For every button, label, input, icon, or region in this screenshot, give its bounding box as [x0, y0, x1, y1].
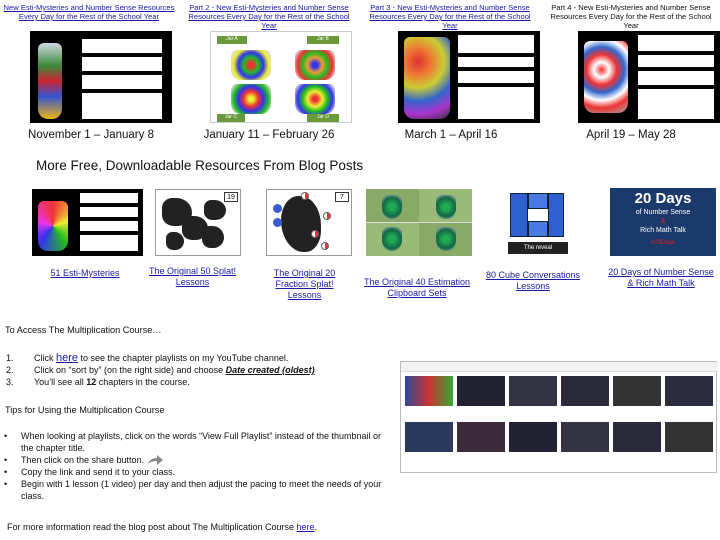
tip-2-text: Then click on the share button. — [21, 455, 145, 465]
resource-label-twenty-days[interactable]: 20 Days of Number Sense & Rich Math Talk — [608, 267, 714, 288]
twenty-days-title: 20 Days — [634, 190, 692, 207]
more-resources-heading: More Free, Downloadable Resources From Blog Posts — [36, 158, 364, 173]
tip-3-text: Copy the link and send it to your class. — [21, 467, 176, 477]
splat-count: 19 — [224, 192, 238, 202]
tips-heading: Tips for Using the Multiplication Course — [5, 405, 165, 415]
resource-label-estimation[interactable]: The Original 40 Estimation Clipboard Sets — [363, 277, 471, 298]
twenty-days-amp: & — [660, 218, 666, 225]
fraction-splat-thumbnail[interactable] — [266, 189, 352, 256]
access-heading: To Access The Multiplication Course… — [5, 325, 162, 335]
jar-b-label: Jar B — [307, 36, 339, 44]
splat-thumbnail[interactable] — [155, 189, 241, 256]
twenty-days-thumbnail[interactable] — [610, 188, 716, 256]
twenty-days-sub1: of Number Sense — [635, 209, 691, 216]
tip-1-text: When looking at playlists, click on the words “View Full Playlist” instead of the thumbnail or the chapter title. — [21, 431, 381, 453]
step-2-number: 2. — [6, 365, 14, 375]
step-1-rest: to see the chapter playlists on my YouTube channel. — [78, 353, 289, 363]
footer-here-link[interactable]: here — [296, 522, 315, 532]
part-3-thumbnail[interactable] — [398, 31, 540, 123]
resource-label-cube[interactable]: 80 Cube Conversations Lessons — [485, 270, 581, 291]
resource-label-esti[interactable]: 51 Esti-Mysteries — [50, 268, 120, 278]
part-4-title: Part 4 - New Esti-Mysteries and Number Sense Resources Every Day for the Rest of the School Year — [550, 3, 712, 30]
step-3-count: 12 — [86, 377, 97, 387]
resource-label-fraction[interactable]: The Original 20 Fraction Splat! Lessons — [273, 268, 336, 300]
part-2-title[interactable]: Part 2 - New Esti-Mysteries and Number Sense Resources Every Day for the Rest of the School Year — [188, 3, 350, 30]
part-3-dates: March 1 – April 16 — [404, 129, 498, 141]
jar-c-label: Jar C — [217, 114, 245, 122]
step-1-number: 1. — [6, 353, 14, 363]
part-4-dates: April 19 – May 28 — [586, 129, 676, 141]
footer-before: For more information read the blog post about The Multiplication Course — [7, 522, 297, 532]
jar-d-label: Jar D — [307, 114, 339, 122]
part-3-title[interactable]: Part 3 - New Esti-Mysteries and Number Sense Resources Every Day for the Rest of the School Year — [369, 3, 531, 30]
resource-label-splat[interactable]: The Original 50 Splat! Lessons — [148, 266, 237, 287]
step-3-text: You’ll see all — [34, 377, 87, 387]
step-3 — [6, 376, 315, 388]
tip-1: • When looking at playlists, click on the words “View Full Playlist” instead of the thumbnail or the chapter title. — [4, 430, 384, 454]
fraction-count: 7 — [335, 192, 349, 202]
estimation-clipboard-thumbnail[interactable] — [366, 189, 472, 256]
step-3-number: 3. — [6, 377, 14, 387]
tip-3: • Copy the link and send it to your class. — [4, 467, 176, 477]
step-1 — [6, 352, 315, 364]
tips-list — [4, 430, 384, 502]
access-steps — [6, 352, 315, 388]
cube-reveal-caption: The reveal — [508, 242, 568, 254]
tip-4: • Begin with 1 lesson (1 video) per day and then adjust the pacing to meet the needs of your class. — [4, 478, 384, 502]
tip-4-text: Begin with 1 lesson (1 video) per day and then adjust the pacing to meet the needs of your class. — [21, 479, 382, 501]
esti-mysteries-thumbnail[interactable] — [32, 189, 143, 256]
playlist-screenshot[interactable] — [400, 361, 717, 473]
jar-a-label: Jar A — [217, 36, 247, 44]
step-1-text: Click — [34, 353, 56, 363]
share-arrow-icon — [146, 454, 164, 466]
step-2-emphasis: Date created (oldest) — [225, 365, 315, 375]
step-1-here-link[interactable]: here — [56, 352, 79, 364]
twenty-days-sub2: Rich Math Talk — [640, 227, 686, 234]
part-2-dates: January 11 – February 26 — [203, 129, 335, 141]
part-4-thumbnail[interactable] — [578, 31, 720, 123]
cube-conversations-thumbnail[interactable] — [508, 189, 568, 256]
footer-text — [7, 522, 317, 532]
footer-after: . — [314, 522, 318, 532]
part-1-dates: November 1 – January 8 — [28, 129, 154, 141]
step-2-text: Click on “sort by” (on the right side) and choose — [34, 365, 226, 375]
part-1-title[interactable]: New Esti-Mysteries and Number Sense Resources Every Day for the Rest of the School Year — [3, 3, 175, 21]
part-1-thumbnail[interactable] — [30, 31, 172, 123]
part-2-thumbnail[interactable] — [210, 31, 352, 123]
twenty-days-badge: #20Days — [651, 240, 675, 246]
step-2 — [6, 364, 315, 376]
tip-2: • Then click on the share button. — [4, 454, 384, 466]
step-3-rest: chapters in the course. — [96, 377, 190, 387]
